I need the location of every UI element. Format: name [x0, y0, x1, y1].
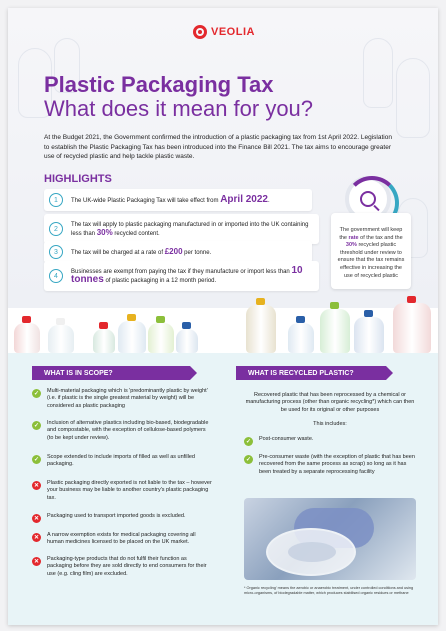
scope-item: ✓ Scope extended to include imports of filled as well as unfilled packaging. — [33, 454, 195, 468]
check-icon: ✓ — [33, 423, 40, 429]
bottle — [176, 329, 198, 353]
number-badge: 4 — [49, 269, 63, 283]
scope-item: ✕ Packaging used to transport imported goods is excluded. — [33, 513, 186, 522]
check-icon: ✓ — [33, 457, 40, 463]
bottle — [118, 321, 146, 353]
recycled-heading: WHAT IS RECYCLED PLASTIC? — [236, 366, 386, 380]
highlights-heading: HIGHLIGHTS — [44, 173, 112, 185]
background-bottle-outline — [363, 38, 393, 108]
number-badge: 3 — [49, 245, 63, 259]
recycled-item: ✓ Post-consumer waste. — [245, 436, 314, 445]
bottle — [354, 317, 384, 353]
highlight-text: The UK-wide Plastic Packaging Tax will take effect from April 2022. — [71, 193, 270, 205]
cross-icon: ✕ — [33, 516, 40, 522]
lab-photo — [244, 498, 416, 580]
intro-paragraph: At the Budget 2021, the Government confirmed the introduction of a plastic packaging tax from 1st April 2022. Legislation to establish the Plastic Packaging Tax has been introduced into the Finance Bill 2021. The tax aims to encourage greater use of recycled plastic and help tackle plastic waste. — [44, 134, 392, 160]
scope-item: ✓ Inclusion of alternative plastics including bio-based, biodegradable and compostable, with the exception of cellulose-based polymers (to be kept under review). — [33, 420, 209, 441]
highlight-item-1 — [44, 189, 312, 211]
infographic-page — [8, 8, 438, 625]
number-badge: 1 — [49, 193, 63, 207]
number-badge: 2 — [49, 222, 63, 236]
veolia-logo-icon — [193, 25, 207, 39]
bottle — [320, 309, 350, 353]
highlight-text: The tax will be charged at a rate of £200 per tonne. — [71, 246, 212, 256]
highlight-item-3 — [44, 241, 312, 263]
highlight-emphasis: £200 — [164, 246, 183, 256]
page-title: Plastic Packaging Tax — [44, 72, 274, 97]
bottles-illustration — [8, 291, 438, 353]
cross-icon: ✕ — [33, 535, 40, 541]
scope-item: ✓ Multi-material packaging which is 'predominantly plastic by weight' (i.e. if plastic is the single greatest material by weight) will be considered as plastic packaging — [33, 388, 208, 409]
includes-label: This includes: — [313, 421, 347, 427]
review-note-box: The government will keep the rate of the tax and the 30% recycled plastic threshold under review to ensure that the tax remains effective in increasing the use of recycled plastic — [331, 213, 411, 289]
bottle — [246, 305, 276, 353]
check-icon: ✓ — [245, 439, 252, 445]
check-icon: ✓ — [245, 457, 252, 463]
check-icon: ✓ — [33, 391, 40, 397]
scope-heading: WHAT IS IN SCOPE? — [32, 366, 190, 380]
scope-item: ✕ Plastic packaging directly exported is not liable to the tax – however your business may be liable to another country's plastic packaging tax. — [33, 480, 212, 501]
highlight-text: The tax will apply to plastic packaging manufactured in or imported into the UK containing less than 30% recycled content. — [71, 221, 309, 237]
scope-item: ✕ Packaging-type products that do not fulfil their function as packaging before they are sold directly to end consumers for their use (e.g. cling film) are excluded. — [33, 556, 207, 577]
bottle — [48, 325, 74, 353]
highlight-emphasis: 30% — [96, 227, 113, 237]
petri-dish-illustration — [266, 528, 356, 576]
highlight-emphasis: 10 tonnes — [71, 265, 303, 285]
recycled-item: ✓ Pre-consumer waste (with the exception of plastic that has been recovered from the same process as scrap) so long as it has been treated by a separate reprocessing facility — [245, 454, 415, 475]
recycled-definition: Recovered plastic that has been reprocessed by a chemical or manufacturing process (other than organic recycling*) which can then be used for its original or other purposes — [245, 392, 415, 413]
background-bottle-outline — [396, 58, 430, 138]
veolia-logo — [193, 25, 255, 39]
cross-icon: ✕ — [33, 559, 40, 565]
highlight-item-4 — [44, 261, 319, 291]
highlight-item-2 — [44, 214, 319, 244]
footnote: * Organic recycling' means the aerobic or anaerobic treatment, under controlled conditions and using micro-organisms, of biodegradable matter, which produces stabilised organic residues or methane — [244, 586, 414, 595]
scope-item: ✕ A narrow exemption exists for medical packaging covering all human medicines licensed to be placed on the UK market. — [33, 532, 196, 546]
magnifier-icon — [360, 191, 376, 207]
bottle — [288, 323, 314, 353]
highlight-text: Businesses are exempt from paying the tax if they manufacture or import less than 10 tonnes of plastic packaging in a 12 month period. — [71, 265, 303, 285]
bottle — [93, 329, 115, 353]
bottle — [393, 303, 431, 353]
highlight-emphasis: April 2022 — [220, 193, 268, 205]
page-subtitle: What does it mean for you? — [44, 96, 314, 121]
cross-icon: ✕ — [33, 483, 40, 489]
bottle — [148, 323, 174, 353]
bottle — [14, 323, 40, 353]
logo-text: VEOLIA — [211, 26, 255, 38]
